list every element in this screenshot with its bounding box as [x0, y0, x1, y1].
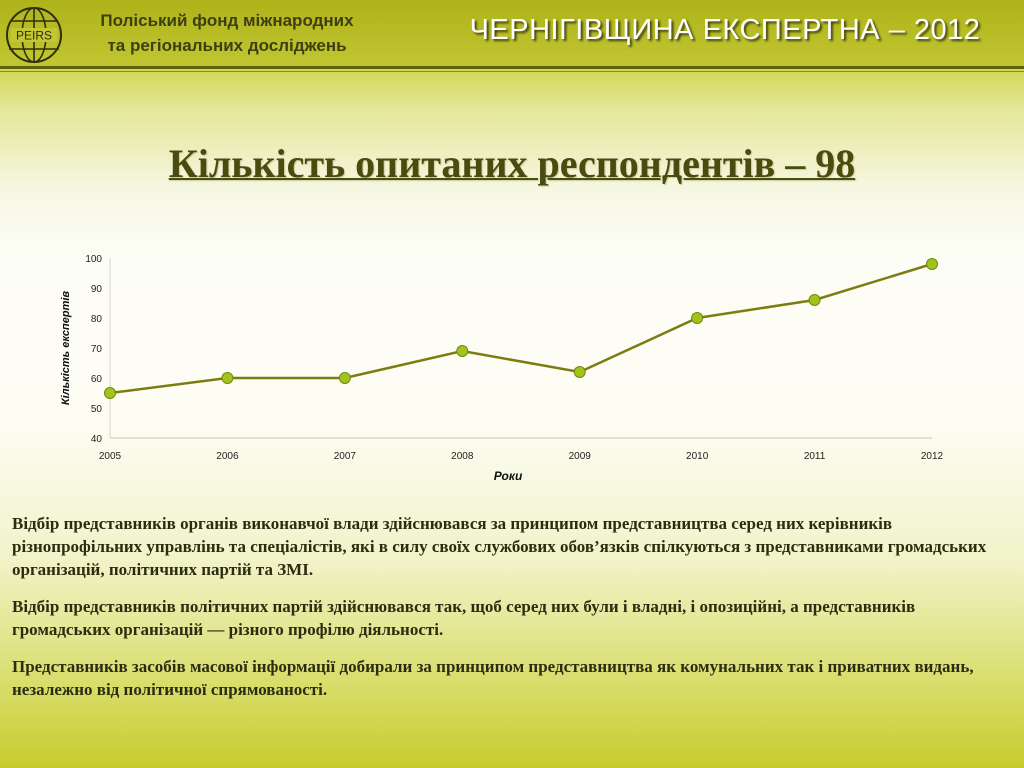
data-point-2006	[222, 373, 233, 384]
x-tick-label: 2008	[451, 451, 474, 462]
x-tick-label: 2005	[98, 451, 122, 462]
data-point-2008	[457, 346, 468, 357]
logo-text: PEIRS	[15, 28, 53, 43]
x-axis-label: Роки	[493, 469, 523, 483]
organization-name	[72, 8, 382, 58]
paragraph-media: Представників засобів масової інформації добирали за принципом представництва як комунальних так і приватних видань, незалежно від політичної спрямованості.	[12, 657, 974, 699]
y-tick-label: 100	[85, 254, 102, 265]
y-tick-label: 60	[90, 374, 102, 385]
y-tick-label: 80	[90, 314, 102, 325]
org-name-line1: Поліський фонд міжнародних	[100, 11, 354, 30]
x-tick-label: 2006	[216, 451, 239, 462]
paragraph-executive: Відбір представників органів виконавчої влади здійснювався за принципом представництва серед них керівників різнопрофільних управлінь та спеціалістів, які в силу своїх службових обов’язків спілкуються з представниками громадських організацій, політичних партій та ЗМІ.	[12, 514, 987, 579]
y-axis-label: Кількість експертів	[60, 290, 72, 406]
x-tick-label: 2007	[333, 451, 356, 462]
x-tick-label: 2011	[803, 451, 826, 462]
data-point-2005	[105, 388, 116, 399]
x-tick-label: 2010	[686, 451, 709, 462]
peirs-logo-icon	[5, 6, 63, 64]
data-point-2012	[927, 259, 938, 270]
y-tick-label: 50	[90, 404, 102, 415]
header-title: ЧЕРНІГІВЩИНА ЕКСПЕРТНА – 2012	[469, 14, 981, 46]
org-name-line2: та регіональних досліджень	[107, 36, 347, 55]
body-text	[12, 512, 1012, 715]
y-tick-label: 70	[90, 344, 102, 355]
line-chart	[50, 240, 970, 490]
x-tick-label: 2012	[920, 451, 944, 462]
data-point-2011	[809, 295, 820, 306]
series-line	[110, 264, 932, 393]
y-tick-label: 40	[90, 434, 102, 445]
data-point-2010	[692, 313, 703, 324]
x-tick-label: 2009	[568, 451, 591, 462]
y-tick-label: 90	[90, 284, 102, 295]
data-point-2007	[339, 373, 350, 384]
data-point-2009	[574, 367, 585, 378]
slide-title: Кількість опитаних респондентів – 98	[168, 141, 856, 186]
header-divider	[0, 66, 1024, 69]
paragraph-parties: Відбір представників політичних партій здійснювався так, щоб серед них були і владні, і опозиційні, а представників громадських організацій — різного профілю діяльності.	[12, 597, 916, 639]
header-divider-thin	[0, 71, 1024, 72]
